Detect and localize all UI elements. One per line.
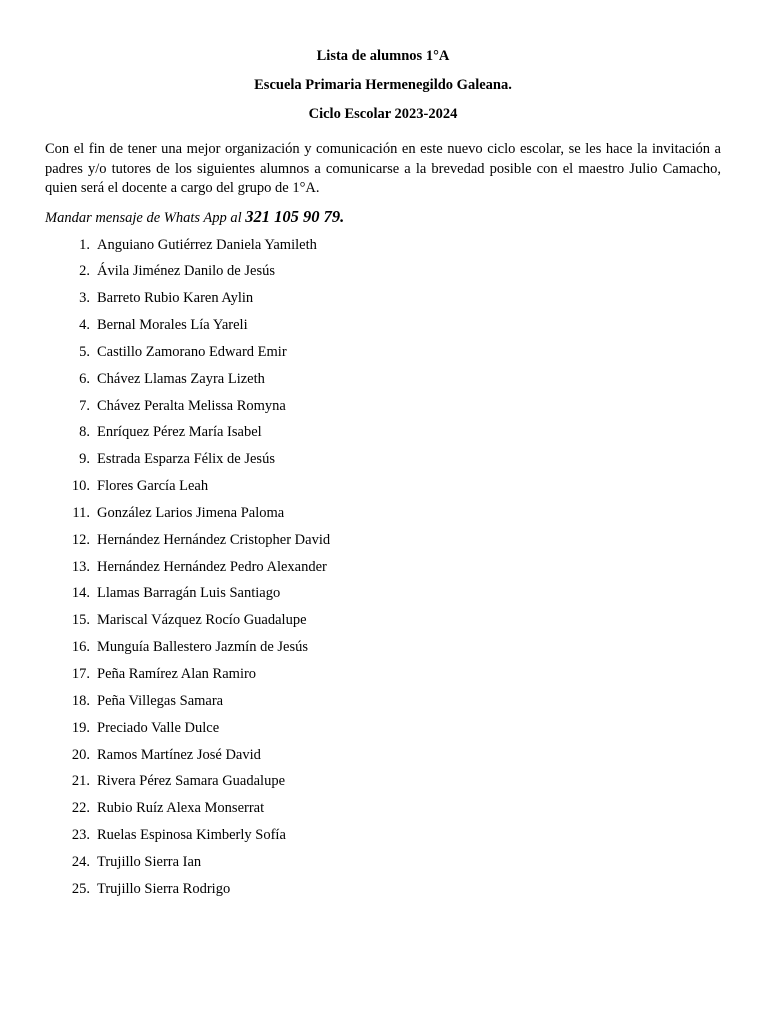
student-item bbox=[45, 584, 721, 611]
student-number: 23. bbox=[71, 827, 90, 844]
student-name: Ruelas Espinosa Kimberly Sofía bbox=[97, 827, 286, 844]
student-name: Bernal Morales Lía Yareli bbox=[97, 317, 248, 334]
student-name: Chávez Peralta Melissa Romyna bbox=[97, 397, 286, 414]
student-number: 17. bbox=[71, 666, 90, 682]
student-item bbox=[45, 504, 721, 531]
student-name: Flores García Leah bbox=[97, 478, 209, 495]
student-item bbox=[45, 799, 721, 826]
student-item bbox=[45, 853, 721, 880]
student-number: 10. bbox=[71, 478, 90, 495]
intro-paragraph: Con el fin de tener una mejor organización y comunicación en este nuevo ciclo escolar, se les hace la invitación a padres y/o tutores de los siguientes alumnos a comunicarse a la brevedad posible con el maestro Julio Camacho, quien será el docente a cargo del grupo de 1°A. bbox=[45, 141, 721, 196]
student-name: Chávez Llamas Zayra Lizeth bbox=[97, 370, 265, 387]
student-number: 1. bbox=[79, 236, 90, 253]
student-item bbox=[45, 826, 721, 853]
student-number: 14. bbox=[71, 585, 90, 602]
student-item bbox=[45, 316, 721, 343]
school-cycle: Ciclo Escolar 2023-2024 bbox=[308, 106, 458, 122]
student-name: Hernández Hernández Pedro Alexander bbox=[97, 558, 327, 575]
student-number: 19. bbox=[71, 719, 90, 736]
student-number: 16. bbox=[71, 639, 90, 656]
student-number: 15. bbox=[71, 612, 90, 629]
student-number: 2. bbox=[79, 263, 90, 280]
student-item bbox=[45, 289, 721, 316]
student-number: 20. bbox=[71, 746, 90, 763]
student-name: González Larios Jimena Paloma bbox=[97, 504, 285, 521]
student-item bbox=[45, 558, 721, 585]
student-item bbox=[45, 423, 721, 450]
student-name: Castillo Zamorano Edward Emir bbox=[97, 343, 287, 360]
student-item bbox=[45, 262, 721, 289]
student-name: Estrada Esparza Félix de Jesús bbox=[97, 451, 275, 468]
student-name: Peña Villegas Samara bbox=[97, 692, 224, 709]
student-name: Trujillo Sierra Rodrigo bbox=[97, 880, 231, 897]
student-number: 7. bbox=[79, 397, 90, 414]
student-name: Barreto Rubio Karen Aylin bbox=[97, 290, 254, 307]
student-item bbox=[45, 611, 721, 638]
school-name: Escuela Primaria Hermenegildo Galeana. bbox=[254, 77, 512, 93]
student-item bbox=[45, 638, 721, 665]
student-name: Rivera Pérez Samara Guadalupe bbox=[97, 773, 286, 790]
contact-phone: 321 105 90 79 bbox=[245, 206, 341, 226]
student-name: Hernández Hernández Cristopher David bbox=[97, 531, 331, 548]
student-name: Anguiano Gutiérrez Daniela Yamileth bbox=[97, 236, 317, 253]
student-number: 8. bbox=[79, 424, 90, 441]
contact-line bbox=[45, 207, 721, 228]
student-name: Rubio Ruíz Alexa Monserrat bbox=[97, 800, 265, 817]
student-name: Mariscal Vázquez Rocío Guadalupe bbox=[97, 612, 307, 629]
student-item bbox=[45, 397, 721, 424]
student-number: 3. bbox=[79, 290, 90, 307]
student-name: Enríquez Pérez María Isabel bbox=[97, 424, 262, 441]
student-item bbox=[45, 450, 721, 477]
student-item bbox=[45, 665, 721, 692]
student-number: 21. bbox=[71, 773, 90, 790]
student-name: Ávila Jiménez Danilo de Jesús bbox=[97, 263, 275, 280]
student-item bbox=[45, 692, 721, 719]
student-list bbox=[45, 236, 721, 907]
student-name: Preciado Valle Dulce bbox=[97, 719, 220, 736]
student-item bbox=[45, 746, 721, 773]
student-name: Peña Ramírez Alan Ramiro bbox=[97, 666, 257, 682]
student-item bbox=[45, 477, 721, 504]
student-name: Trujillo Sierra Ian bbox=[97, 853, 202, 870]
student-number: 11. bbox=[72, 504, 90, 521]
student-item bbox=[45, 772, 721, 799]
contact-suffix: . bbox=[340, 206, 345, 226]
student-number: 4. bbox=[79, 317, 90, 334]
student-number: 6. bbox=[79, 370, 90, 387]
student-item bbox=[45, 236, 721, 263]
student-number: 24. bbox=[71, 853, 90, 870]
student-item bbox=[45, 343, 721, 370]
student-number: 18. bbox=[71, 692, 90, 709]
student-name: Munguía Ballestero Jazmín de Jesús bbox=[97, 639, 309, 656]
student-number: 12. bbox=[71, 531, 90, 548]
student-name: Ramos Martínez José David bbox=[97, 746, 261, 763]
student-item bbox=[45, 719, 721, 746]
student-number: 22. bbox=[71, 800, 90, 817]
student-number: 25. bbox=[71, 880, 90, 897]
page-title: Lista de alumnos 1°A bbox=[316, 48, 450, 64]
student-item bbox=[45, 531, 721, 558]
student-item bbox=[45, 370, 721, 397]
contact-prefix: Mandar mensaje de Whats App al bbox=[45, 209, 246, 226]
student-number: 9. bbox=[79, 451, 90, 468]
student-number: 5. bbox=[79, 343, 90, 360]
student-name: Llamas Barragán Luis Santiago bbox=[97, 585, 281, 602]
student-item bbox=[45, 880, 721, 907]
student-number: 13. bbox=[71, 558, 90, 575]
